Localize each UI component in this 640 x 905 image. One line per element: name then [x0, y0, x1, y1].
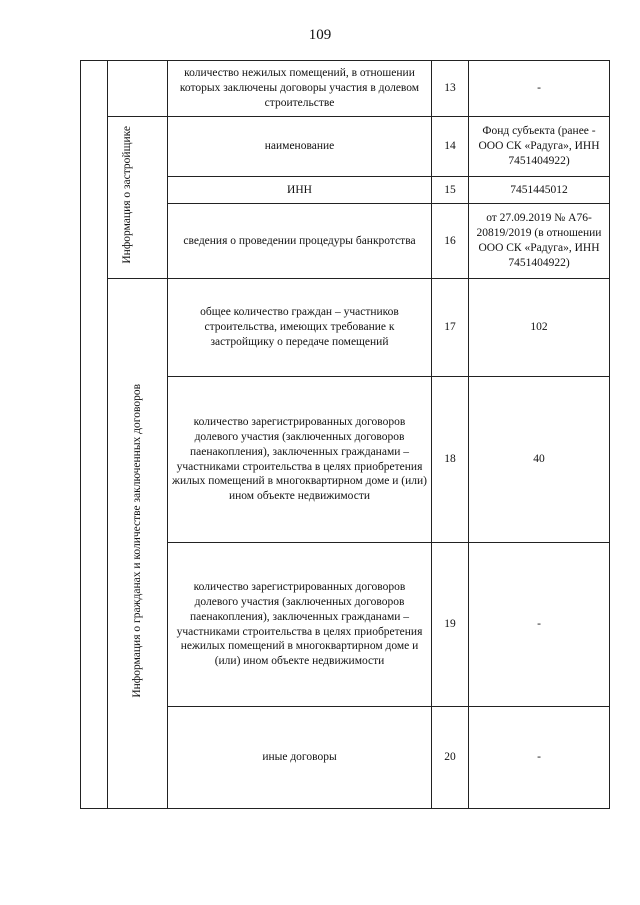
section-title-text: Информация о застройщике	[120, 126, 133, 264]
row-description: количество нежилых помещений, в отношении которых заключены договоры участия в долевом строительстве	[168, 61, 432, 117]
row-code: 16	[432, 204, 469, 279]
row-value: -	[469, 61, 610, 117]
section-cell-empty	[108, 61, 168, 117]
row-code: 17	[432, 279, 469, 377]
row-code: 14	[432, 117, 469, 177]
row-code: 13	[432, 61, 469, 117]
row-description: количество зарегистрированных договоров долевого участия (заключенных договоров паенакопления), заключенных гражданами – участниками строительства в целях приобретения нежилых помещений в многоквартирном доме и (или) ином объекте недвижимости	[168, 543, 432, 707]
row-value: -	[469, 543, 610, 707]
table-row	[81, 279, 610, 377]
row-code: 18	[432, 377, 469, 543]
section-title-developer	[108, 117, 168, 279]
row-value: 40	[469, 377, 610, 543]
row-description: иные договоры	[168, 707, 432, 809]
section-title-text: Информация о гражданах и количестве заключенных договоров	[131, 384, 144, 698]
row-value: Фонд субъекта (ранее - ООО СК «Радуга», ИНН 7451404922)	[469, 117, 610, 177]
row-code: 20	[432, 707, 469, 809]
row-value: 102	[469, 279, 610, 377]
row-description: количество зарегистрированных договоров долевого участия (заключенных договоров паенакопления), заключенных гражданами – участниками строительства в целях приобретения жилых помещений в многоквартирном доме и (или) ином объекте недвижимости	[168, 377, 432, 543]
outer-margin-column	[81, 61, 108, 809]
row-description: ИНН	[168, 177, 432, 204]
table-row	[81, 61, 610, 117]
row-description: общее количество граждан – участников строительства, имеющих требование к застройщику о передаче помещений	[168, 279, 432, 377]
row-code: 19	[432, 543, 469, 707]
page-number: 109	[308, 27, 332, 43]
row-description: наименование	[168, 117, 432, 177]
row-description: сведения о проведении процедуры банкротства	[168, 204, 432, 279]
row-value: 7451445012	[469, 177, 610, 204]
row-value: -	[469, 707, 610, 809]
row-value: от 27.09.2019 № А76-20819/2019 (в отношении ООО СК «Радуга», ИНН 7451404922)	[469, 204, 610, 279]
data-table	[80, 60, 610, 809]
section-title-citizens	[108, 279, 168, 809]
table-row	[81, 117, 610, 177]
row-code: 15	[432, 177, 469, 204]
